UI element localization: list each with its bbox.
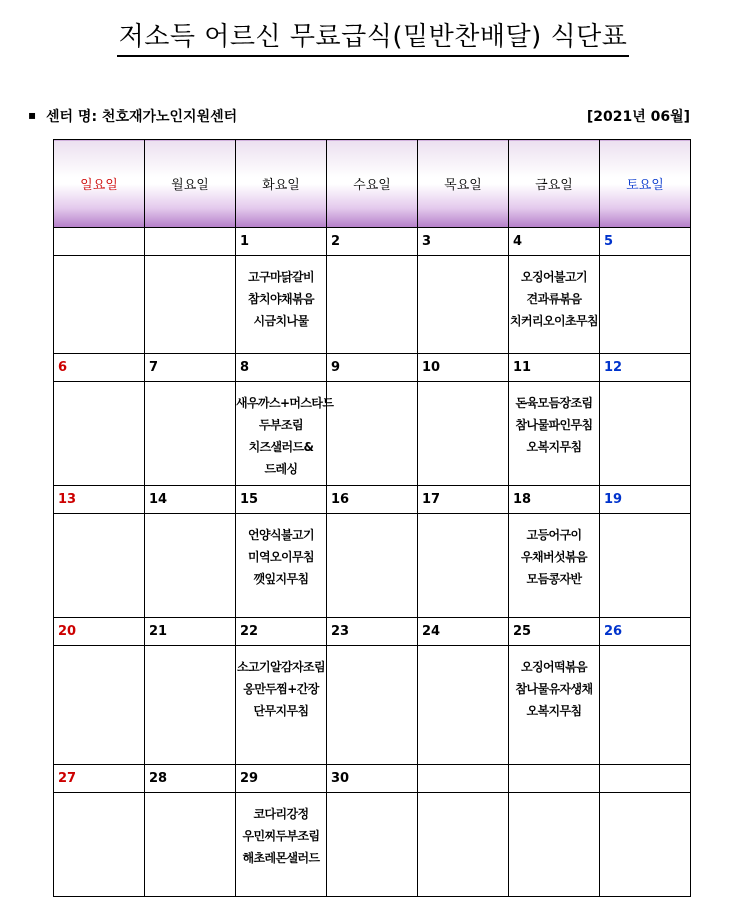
date-cell: 15 <box>236 486 327 514</box>
date-cell: 19 <box>600 486 691 514</box>
date-row <box>54 765 691 793</box>
menu-cell <box>145 646 236 765</box>
menu-item: 오복지무침 <box>526 704 582 718</box>
menu-row <box>54 793 691 897</box>
menu-cell <box>509 646 600 765</box>
menu-item: 드레싱 <box>264 462 298 476</box>
menu-item: 코다리강정 <box>253 807 309 821</box>
menu-row <box>54 382 691 486</box>
menu-cell <box>418 256 509 354</box>
menu-cell <box>145 793 236 897</box>
page-title <box>0 20 746 57</box>
menu-item: 미역오이무침 <box>248 550 314 564</box>
menu-item: 견과류볶음 <box>526 292 582 306</box>
menu-cell <box>236 256 327 354</box>
date-row <box>54 618 691 646</box>
menu-cell <box>600 514 691 618</box>
menu-cell <box>509 256 600 354</box>
date-cell: 11 <box>509 354 600 382</box>
menu-cell <box>54 382 145 486</box>
date-cell: 16 <box>327 486 418 514</box>
weekday-header: 목요일 <box>418 140 509 228</box>
date-cell: 27 <box>54 765 145 793</box>
date-cell: 14 <box>145 486 236 514</box>
menu-cell <box>145 382 236 486</box>
menu-item: 새우까스+머스타드 <box>236 396 334 410</box>
date-cell: 2 <box>327 228 418 256</box>
menu-item: 두부조림 <box>259 418 303 432</box>
month-label: [2021년 06월] <box>586 109 690 125</box>
menu-cell <box>509 514 600 618</box>
date-cell <box>600 765 691 793</box>
menu-cell <box>54 514 145 618</box>
menu-row <box>54 646 691 765</box>
date-cell: 22 <box>236 618 327 646</box>
menu-item: 참나물유자생채 <box>515 682 593 696</box>
date-cell: 28 <box>145 765 236 793</box>
menu-cell <box>236 382 334 486</box>
menu-cell <box>145 256 236 354</box>
menu-cell <box>236 514 327 618</box>
date-cell: 13 <box>54 486 145 514</box>
menu-cell <box>236 793 327 897</box>
menu-cell <box>327 793 418 897</box>
menu-item: 치커리오이초무침 <box>510 314 598 328</box>
meal-calendar <box>53 139 691 897</box>
date-cell: 7 <box>145 354 236 382</box>
menu-cell <box>327 256 418 354</box>
menu-cell <box>418 514 509 618</box>
menu-item: 고구마닭갈비 <box>248 270 314 284</box>
date-cell <box>145 228 236 256</box>
weekday-header: 금요일 <box>509 140 600 228</box>
date-cell: 30 <box>327 765 418 793</box>
weekday-header: 토요일 <box>600 140 691 228</box>
menu-cell <box>509 382 600 486</box>
date-cell: 9 <box>327 354 418 382</box>
menu-item: 우민찌두부조림 <box>242 829 320 843</box>
menu-cell <box>54 646 145 765</box>
info-line <box>28 106 690 128</box>
menu-cell <box>327 646 418 765</box>
menu-cell <box>54 793 145 897</box>
date-cell: 21 <box>145 618 236 646</box>
menu-row <box>54 514 691 618</box>
menu-cell <box>418 793 509 897</box>
menu-cell <box>418 646 509 765</box>
menu-cell <box>600 793 691 897</box>
weekday-header: 월요일 <box>145 140 236 228</box>
menu-cell <box>236 646 327 765</box>
menu-item: 해초레몬샐러드 <box>242 851 320 865</box>
date-cell: 20 <box>54 618 145 646</box>
menu-item: 참치야채볶음 <box>248 292 314 306</box>
menu-item: 옹만두찜+간장 <box>243 682 319 696</box>
menu-item: 오징어떡볶음 <box>521 660 587 674</box>
date-cell: 26 <box>600 618 691 646</box>
weekday-header-row <box>54 140 691 228</box>
menu-cell <box>327 514 418 618</box>
menu-item: 우채버섯볶음 <box>521 550 587 564</box>
menu-item: 시금치나물 <box>253 314 309 328</box>
menu-cell <box>509 793 600 897</box>
weekday-header: 화요일 <box>236 140 327 228</box>
date-cell <box>509 765 600 793</box>
date-cell: 1 <box>236 228 327 256</box>
page-title-text: 저소득 어르신 무료급식(밑반찬배달) 식단표 <box>117 20 630 57</box>
menu-cell <box>54 256 145 354</box>
date-cell: 8 <box>236 354 327 382</box>
date-cell: 29 <box>236 765 327 793</box>
menu-item: 오복지무침 <box>526 440 582 454</box>
menu-cell <box>327 382 418 486</box>
date-cell: 23 <box>327 618 418 646</box>
menu-item: 오징어불고기 <box>521 270 587 284</box>
date-row <box>54 486 691 514</box>
date-cell: 17 <box>418 486 509 514</box>
menu-item: 모듬콩자반 <box>526 572 582 586</box>
menu-item: 언양식불고기 <box>248 528 314 542</box>
date-cell: 24 <box>418 618 509 646</box>
menu-item: 돈육모듬장조림 <box>515 396 593 410</box>
menu-cell <box>145 514 236 618</box>
menu-item: 참나물파인무침 <box>515 418 593 432</box>
date-cell: 6 <box>54 354 145 382</box>
menu-cell <box>600 256 691 354</box>
date-cell: 10 <box>418 354 509 382</box>
menu-item: 소고기알감자조림 <box>237 660 325 674</box>
date-cell: 18 <box>509 486 600 514</box>
bullet-icon: ▪ <box>28 108 37 122</box>
date-cell: 3 <box>418 228 509 256</box>
menu-cell <box>600 382 691 486</box>
menu-item: 치즈샐러드& <box>248 440 314 454</box>
menu-item: 깻잎지무침 <box>253 572 309 586</box>
menu-cell <box>418 382 509 486</box>
date-cell: 5 <box>600 228 691 256</box>
center-name: 센터 명: 천호재가노인지원센터 <box>46 109 238 125</box>
menu-item: 단무지무침 <box>253 704 309 718</box>
menu-cell <box>600 646 691 765</box>
menu-row <box>54 256 691 354</box>
date-cell: 4 <box>509 228 600 256</box>
date-cell: 25 <box>509 618 600 646</box>
date-cell: 12 <box>600 354 691 382</box>
date-row <box>54 228 691 256</box>
date-cell <box>418 765 509 793</box>
date-cell <box>54 228 145 256</box>
weekday-header: 수요일 <box>327 140 418 228</box>
date-row <box>54 354 691 382</box>
menu-item: 고등어구이 <box>526 528 582 542</box>
weekday-header: 일요일 <box>54 140 145 228</box>
